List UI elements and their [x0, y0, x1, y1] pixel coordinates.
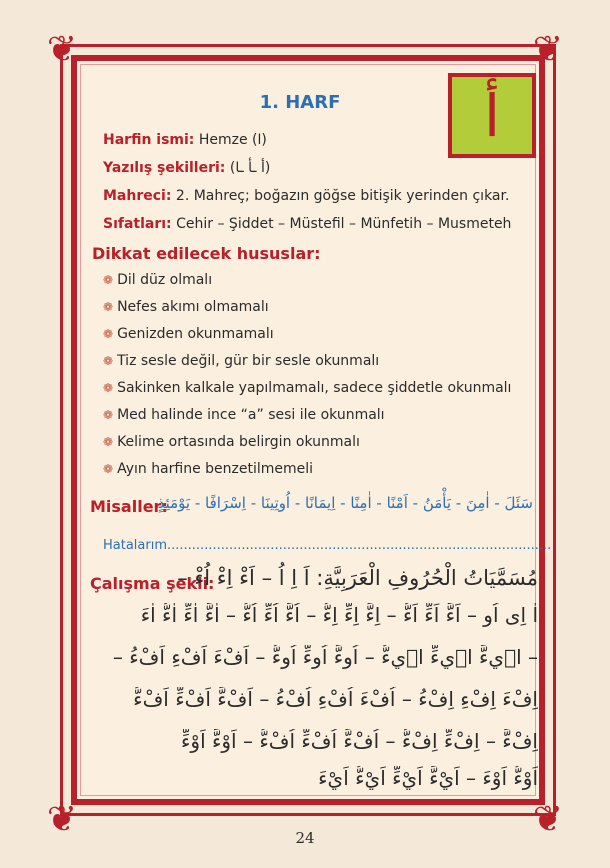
examples-arabic: سَئَلَ - اٰمِنَ - يَأْمَنُ - اَمْنًا - اٰمِنًا - اِيمَانًا - اُوتِينَا - اِسْرَافًا - يَوْمَئِذٍ — [157, 494, 533, 512]
corner-ornament-icon: ❦ — [46, 799, 78, 840]
info-label: Sıfatları: — [103, 216, 172, 232]
flower-bullet-icon: ❁ — [103, 435, 114, 449]
letter-box — [448, 73, 536, 158]
practice-line: اٰ اِى اُو – اَءَّ اَءِّ اَءُّ – اِءَّ اِءِّ اِءُّ – اُءَّ اُءِّ اُءُّ – اٰءَّ اٰءِّ اٰءُّ اٰءَ — [140, 603, 538, 627]
info-makhraj — [103, 188, 509, 204]
page-number: 24 — [295, 829, 315, 847]
letter-glyph: أ — [483, 81, 501, 150]
work-method-label: Çalışma şekli: — [90, 574, 215, 593]
flower-bullet-icon: ❁ — [103, 300, 114, 314]
list-item: ❁ Kelime ortasında belirgin okunmalı — [103, 434, 360, 450]
corner-ornament-icon: ❦ — [46, 29, 78, 70]
flower-bullet-icon: ❁ — [103, 408, 114, 422]
corner-ornament-icon: ❦ — [532, 799, 564, 840]
list-item: ❁ Tiz sesle değil, gür bir sesle okunmalı — [103, 353, 380, 369]
page-title: 1. HARF — [259, 92, 341, 113]
info-label: Yazılış şekilleri: — [103, 160, 226, 176]
info-writing-forms — [103, 160, 270, 176]
list-item: ❁ Nefes akımı olmamalı — [103, 299, 269, 315]
flower-bullet-icon: ❁ — [103, 381, 114, 395]
mistakes-line: Hatalarım............................................................................................. — [103, 538, 552, 553]
dikkat-heading: Dikkat edilecek hususlar: — [92, 244, 321, 263]
flower-bullet-icon: ❁ — [103, 273, 114, 287]
corner-ornament-icon: ❦ — [532, 29, 564, 70]
info-harf-name — [103, 132, 267, 148]
work-method-heading-arabic: مُسَمَّيَاتُ الْحُرُوفِ الْعَرَبِيَّةِ: اَ اِ اُ – اَءْ اِءْ اُءْ – — [177, 566, 538, 590]
practice-line: اِفْءَّ – اِفْءِّ اِفْءُّ – اُفْءَّ اُفْءِّ اُفْءُّ – اَوْءَّ اَوْءِّ — [181, 729, 538, 753]
practice-line: اِفْءَ اِفْءِ اِفْءُ – اُفْءَ اُفْءِ اُفْءُ – اَفْءَّ اَفْءِّ اَفْءُّ — [133, 687, 538, 711]
flower-bullet-icon: ❁ — [103, 354, 114, 368]
info-value: (أ ـأ ـا) — [229, 160, 271, 176]
flower-bullet-icon: ❁ — [103, 327, 114, 341]
list-item: ❁ Genizden okunmamalı — [103, 326, 274, 342]
flower-bullet-icon: ❁ — [103, 462, 114, 476]
info-label: Harfin ismi: — [103, 132, 195, 148]
info-value: 2. Mahreç; boğazın göğse bitişik yerinden çıkar. — [175, 188, 510, 204]
practice-line: – اٖيءَّ اٖيءِّ اٖيءُّ – اُوءَّ اُوءِّ اُوءُّ – اَفْءَ اَفْءِ اَفْءُ – — [112, 645, 538, 669]
examples-label: Misaller: — [90, 497, 168, 516]
info-label: Mahreci: — [103, 188, 172, 204]
list-item: ❁ Sakinken kalkale yapılmamalı, sadece şiddetle okunmalı — [103, 380, 512, 396]
info-value: Hemze (ا) — [198, 132, 267, 148]
info-value: Cehir – Şiddet – Müstefil – Münfetih – Musmeteh — [176, 216, 512, 232]
list-item: ❁ Dil düz olmalı — [103, 272, 213, 288]
list-item: ❁ Ayın harfine benzetilmemeli — [103, 461, 314, 477]
info-attributes — [103, 216, 511, 232]
practice-line: اَوْءُّ اَوْءَ – اَيْءَّ اَيْءِّ اَيْءُّ اَيْءَ — [318, 766, 538, 790]
list-item: ❁ Med halinde ince “a” sesi ile okunmalı — [103, 407, 385, 423]
